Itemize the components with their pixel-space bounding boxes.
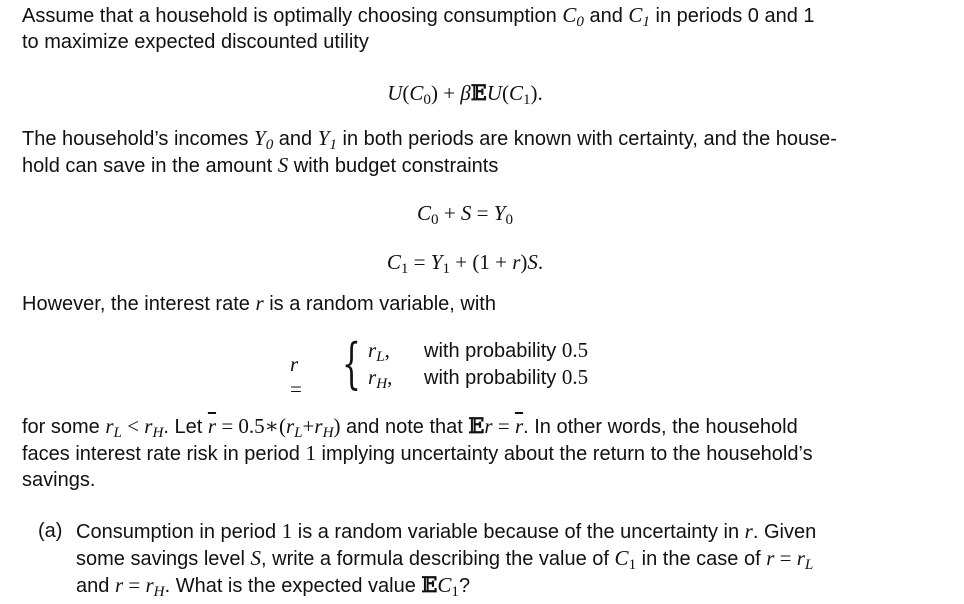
math-c1: $C_1$	[628, 3, 650, 30]
income-paragraph: The household’s incomes $Y_0$ and $Y_1$ in both periods are known with certainty, and the house- hold can save in the amount S with budget constraints	[22, 126, 837, 177]
risk-paragraph: for some $r_L < r_H$. Let $\overline{r}$ = $0.5∗(r_L+r_H)$ and note that 𝔼r = $\overline{r}$. In other words, the household faces interest rate risk in period 1 implying uncertainty about the return to the household’s savings.	[22, 413, 813, 491]
case-high: $r_H$, with probability 0.5	[368, 365, 589, 392]
left-brace-icon: {	[342, 332, 361, 395]
intro-paragraph: Assume that a household is optimally choosing consumption $C_0$ and $C_1$ in periods 0 and 1 to maximize expected discounted utility	[22, 3, 815, 53]
interest-rate-paragraph: However, the interest rate r is a random variable, with	[22, 291, 496, 315]
question-text: Consumption in period 1 is a random variable because of the uncertainty in r. Given some savings level S, write a formula describing the value of $C_1$ in the case of $r = r_L$ and $r = r_H$. What is the expected value 𝔼C$_1$?	[76, 519, 817, 600]
budget-constraint-period1: $C_1 = Y_1 + (1 + r)S$.	[386, 250, 544, 277]
utility-equation: $U(C_0)$ + $\beta 𝔼U(C_1)$.	[387, 80, 543, 108]
case-low: $r_L$, with probability 0.5	[368, 338, 589, 365]
math-c0: $C_0$	[562, 3, 584, 30]
question-label: (a)	[38, 520, 63, 542]
budget-constraint-period0: $C_0 + S = Y_0$	[416, 201, 513, 228]
